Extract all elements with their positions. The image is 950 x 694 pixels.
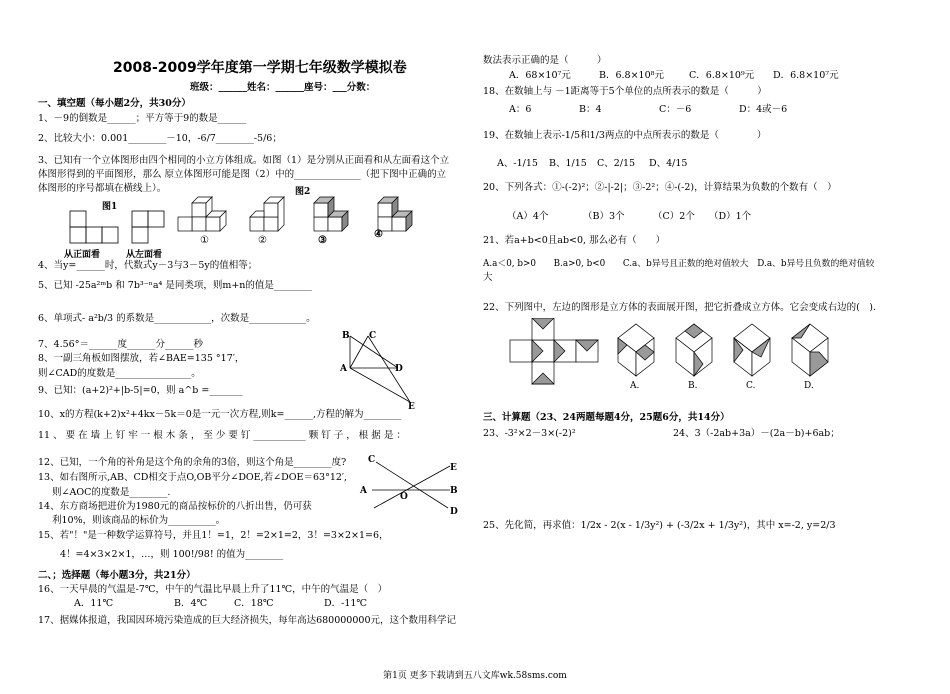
question-10: 10、x的方程(k+2)x²+4kx－5k＝0是一元一次方程,则k=______,方程的解为________	[38, 409, 402, 420]
question-3: 3、已知有一个立体图形由四个相同的小立方体组成。如图（1）是分别从正面看和从左面看这个立	[38, 155, 450, 166]
question-15-cont: 4！=4×3×2×1，…，则 100!/98! 的值为________	[60, 549, 284, 560]
cube-label-c: C.	[746, 381, 756, 390]
cube-option-d	[792, 324, 828, 376]
question-20: 20、下列各式：①-(-2)²；②-|-2|；③-2²；④-(-2)，计算结果为负数的个数有（ ）	[483, 182, 837, 193]
cube-option-a	[618, 324, 654, 376]
question-13: 13、如右图所示,AB、CD相交于点O,OB平分∠DOE,若∠DOE＝63°12′,	[38, 472, 348, 483]
question-3-cont2: 体图形的序号都填在横线上）。	[38, 183, 167, 194]
tri-label-b: B	[342, 331, 350, 341]
question-25: 25、先化简，再求值：1/2x - 2(x - 1/3y²) + (-3/2x + 1/3y²)，其中 x=-2, y=2/3	[483, 520, 836, 531]
q18-option-b: B：4	[579, 104, 602, 115]
left-view	[132, 211, 164, 243]
page-title: 2008-2009学年度第一学期七年级数学模拟卷	[113, 60, 407, 76]
option-4-label: ④	[374, 229, 383, 240]
question-11: 11 、 要 在 墙 上 钉 牢 一 根 木 条 ， 至 少 要 钉 ___________ 颗 钉 子 ， 根 据 是 ：	[38, 430, 406, 441]
question-2: 2、比较大小：0.001________－10，-6/7________-5/6；	[38, 133, 282, 144]
q18-option-d: D：4或－6	[739, 104, 788, 115]
section-fill: 一、填空题（每小题2分，共30分）	[38, 98, 191, 109]
question-23: 23、-3²×2－3×(-2)²	[483, 428, 576, 439]
q19-option-a: A、-1/15	[497, 158, 538, 169]
tri-label-d: D	[395, 364, 403, 374]
option-3-label: ③	[318, 235, 327, 246]
option-1-cubes	[178, 197, 226, 231]
q16-option-c: C．18℃	[234, 598, 274, 609]
question-6: 6、单项式- a²b/3 的系数是____________，次数是____________。	[38, 313, 316, 324]
front-view-label: 从正面看	[64, 250, 101, 260]
angle-label-a: A	[360, 486, 367, 496]
section-calc: 三、计算题（23、24两题每题4分，25题6分，共14分）	[483, 412, 730, 423]
option-1-label: ①	[200, 235, 209, 246]
question-24: 24、3（-2ab+3a）－(2a－b)+6ab；	[673, 428, 840, 439]
question-3-cont: 体图形得到的平面图形，那么 原立体图形可能是图（2）中的______________（把下图中正确的立	[38, 169, 447, 180]
intersecting-lines-figure	[358, 452, 458, 522]
question-15: 15、若"！"是一种数学运算符号，并且1！=1，2！=2×1=2，3！=3×2×1=6，	[38, 530, 389, 541]
question-17-cont: 数法表示正确的是（ ）	[483, 55, 607, 66]
q20-option-b: （B）3个	[583, 211, 625, 222]
cube-option-b	[676, 324, 712, 376]
option-4-cubes	[378, 197, 412, 231]
q17-option-c: C．6.8×10⁹元	[689, 70, 755, 81]
cube-views-figure	[60, 185, 430, 260]
cube-net-figure	[508, 318, 918, 390]
q20-option-d: （D）1个	[709, 211, 752, 222]
tri-label-e: E	[408, 402, 415, 410]
q16-option-b: B．4℃	[174, 598, 208, 609]
q21-options: A.a＜0, b>0 B.a>0, b<0 C.a、b异号且正数的绝对值较大 D.a、b异号且负数的绝对值较	[483, 259, 875, 269]
option-2-label: ②	[258, 235, 267, 246]
section-choice: 二、；选择题（每小题3分，共21分）	[38, 570, 196, 581]
question-7: 7、4.56°＝______度______分______秒	[38, 339, 203, 350]
cube-label-a: A.	[630, 381, 640, 390]
cube-net	[510, 318, 598, 384]
tri-label-a: A	[340, 364, 347, 374]
question-19: 19、在数轴上表示-1/5和1/3两点的中点所表示的数是（ ）	[483, 130, 767, 141]
question-21: 21、若a+b<0且ab<0, 那么必有（ ）	[483, 235, 666, 246]
q21-options-tail: 大	[483, 272, 493, 283]
cube-option-c	[734, 324, 770, 376]
q17-option-d: D．6.8×10⁷元	[773, 70, 839, 81]
question-8: 8、一副三角板如图摆放，若∠BAE=135 °17′，	[38, 353, 245, 364]
triangle-figure	[338, 328, 428, 410]
q20-option-a: （A）4个	[507, 211, 549, 222]
question-13-cont: 则∠AOC的度数是________.	[52, 487, 171, 498]
question-18: 18、在数轴上与 －1距离等于5个单位的点所表示的数是（ ）	[483, 86, 767, 97]
info-line: 班级：______姓名：______座号：___分数：	[190, 82, 376, 93]
question-14-cont: 利10%，则该商品的标价为__________。	[52, 515, 226, 526]
q17-option-b: B．6.8×10⁸元	[599, 70, 664, 81]
question-4: 4、当y=______时，代数式y－3与3－5y的值相等；	[38, 260, 258, 271]
angle-label-d: D	[450, 507, 458, 517]
cube-label-b: B.	[688, 381, 698, 390]
tri-label-c: C	[369, 331, 377, 341]
q19-option-d: D、4/15	[649, 158, 688, 169]
page-footer: 第1页 更多下载请到五八文库wk.58sms.com	[383, 671, 567, 681]
angle-label-e: E	[450, 463, 457, 473]
angle-label-c: C	[368, 455, 376, 465]
left-view-label: 从左面看	[126, 250, 163, 260]
front-view	[70, 211, 118, 243]
q16-option-d: D．-11℃	[324, 598, 368, 609]
option-2-cubes	[250, 197, 284, 231]
question-1: 1、－9的倒数是______；平方等于9的数是______	[38, 113, 247, 124]
question-9: 9、已知：(a+2)²+|b-5|=0，则 a^b =_______	[38, 385, 243, 396]
question-17: 17、据媒体报道，我国因环境污染造成的巨大经济损失，每年高达680000000元，这个数用科学记	[38, 615, 456, 626]
question-5: 5、已知 -25a²ᵐb 和 7b³⁻ⁿa⁴ 是同类项，则m+n的值是________	[38, 280, 312, 291]
fig1-label: 图1	[102, 202, 118, 212]
question-16: 16、一天早晨的气温是-7℃，中午的气温比早晨上升了11℃，中午的气温是（ ）	[38, 584, 388, 595]
cube-label-d: D.	[804, 381, 814, 390]
q19-option-c: C、2/15	[597, 158, 636, 169]
question-22: 22、下列图中，左边的图形是立方体的表面展开图，把它折叠成立方体。它会变成右边的( ).	[483, 302, 877, 313]
q16-option-a: A．11℃	[74, 598, 114, 609]
q19-option-b: B、1/15	[549, 158, 587, 169]
question-8-cont: 则∠CAD的度数是________________。	[38, 368, 201, 379]
fig2-label: 图2	[295, 187, 311, 197]
q17-option-a: A．68×10⁷元	[509, 70, 571, 81]
angle-label-b: B	[450, 486, 458, 496]
q18-option-c: C：－6	[659, 104, 692, 115]
question-14: 14、东方商场把进价为1980元的商品按标价的八折出售，仍可获	[38, 501, 312, 512]
question-12: 12、已知，一个角的补角是这个角的余角的3倍，则这个角是________度?	[38, 457, 347, 468]
option-3-cubes	[314, 197, 348, 231]
q18-option-a: A：6	[509, 104, 532, 115]
angle-label-o: O	[400, 492, 408, 502]
q20-option-c: （C）2个	[653, 211, 695, 222]
